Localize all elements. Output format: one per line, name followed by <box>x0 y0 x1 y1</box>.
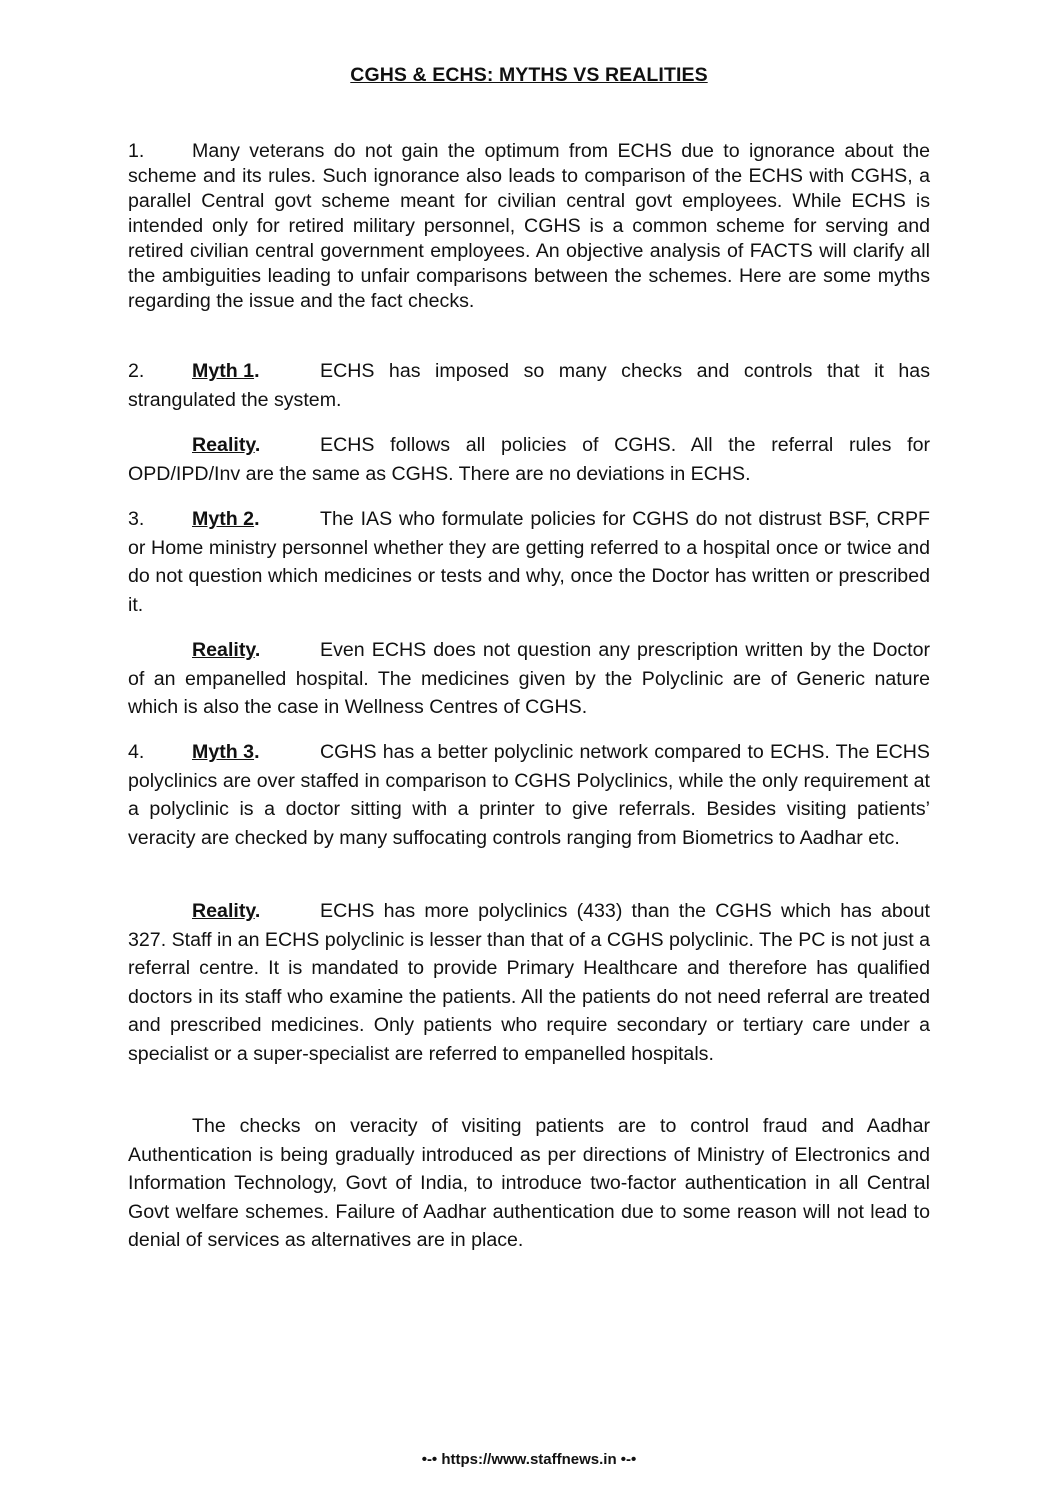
reality-text: Even ECHS does not question any prescription written by the Doctor of an empanelled hospital. The medicines given by the Polyclinic are of Generic nature which is also the case in Wellness Centres of CGHS. <box>128 639 930 718</box>
reality-1-paragraph <box>128 431 930 488</box>
reality-label: Reality. <box>192 639 261 661</box>
myth-1-paragraph <box>128 357 930 414</box>
myth-text: The IAS who formulate policies for CGHS do not distrust BSF, CRPF or Home ministry personnel whether they are getting referred to a hospital once or twice and do not question which medicines or tests and why, once the Doctor has written or prescribed it. <box>128 508 930 616</box>
reality-text: ECHS has more polyclinics (433) than the CGHS which has about 327. Staff in an ECHS polyclinic is lesser than that of a CGHS polyclinic. The PC is not just a referral centre. It is mandated to provide Primary Healthcare and therefore has qualified doctors in its staff who examine the patients. All the patients do not need referral are treated and prescribed medicines. Only patients who require secondary or tertiary care under a specialist or a super-specialist are referred to empanelled hospitals. <box>128 900 930 1065</box>
myth-2-paragraph <box>128 505 930 619</box>
paragraph-number: 3. <box>128 508 145 530</box>
footer-url: •-• https://www.staffnews.in •-• <box>421 1451 637 1468</box>
paragraph-text: Many veterans do not gain the optimum from ECHS due to ignorance about the scheme and its rules. Such ignorance also leads to comparison of the ECHS with CGHS, a parallel Central govt scheme meant for civilian central govt employees. While ECHS is intended only for retired military personnel, CGHS is a common scheme for serving and retired civilian central government employees. An objective analysis of FACTS will clarify all the ambiguities leading to unfair comparisons between the schemes. Here are some myths regarding the issue and the fact checks. <box>128 140 930 312</box>
reality-3-continuation <box>128 1112 930 1255</box>
reality-2-paragraph <box>128 636 930 722</box>
paragraph-number: 4. <box>128 741 145 763</box>
paragraph-number: 1. <box>128 140 145 162</box>
reality-label: Reality. <box>192 900 261 922</box>
myth-label: Myth 3. <box>192 741 260 763</box>
myth-3-paragraph <box>128 738 930 852</box>
myth-label: Myth 2. <box>192 508 260 530</box>
paragraph-1 <box>128 139 930 314</box>
reality-label: Reality. <box>192 434 261 456</box>
paragraph-number: 2. <box>128 360 145 382</box>
reality-3-paragraph <box>128 897 930 1068</box>
page-title: CGHS & ECHS: MYTHS VS REALITIES <box>350 64 708 86</box>
myth-text: CGHS has a better polyclinic network compared to ECHS. The ECHS polyclinics are over staffed in comparison to CGHS Polyclinics, while the only requirement at a polyclinic is a doctor sitting with a printer to give referrals. Besides visiting patients’ veracity are checked by many suffocating controls ranging from Biometrics to Aadhar etc. <box>128 741 930 849</box>
reality-text: ECHS follows all policies of CGHS. All the referral rules for OPD/IPD/Inv are the same as CGHS. There are no deviations in ECHS. <box>128 434 930 485</box>
reality-text: The checks on veracity of visiting patients are to control fraud and Aadhar Authentication is being gradually introduced as per directions of Ministry of Electronics and Information Technology, Govt of India, to introduce two-factor authentication in all Central Govt welfare schemes. Failure of Aadhar authentication due to some reason will not lead to denial of services as alternatives are in place. <box>128 1115 930 1251</box>
myth-label: Myth 1. <box>192 360 260 382</box>
myth-text: ECHS has imposed so many checks and controls that it has strangulated the system. <box>128 360 930 411</box>
